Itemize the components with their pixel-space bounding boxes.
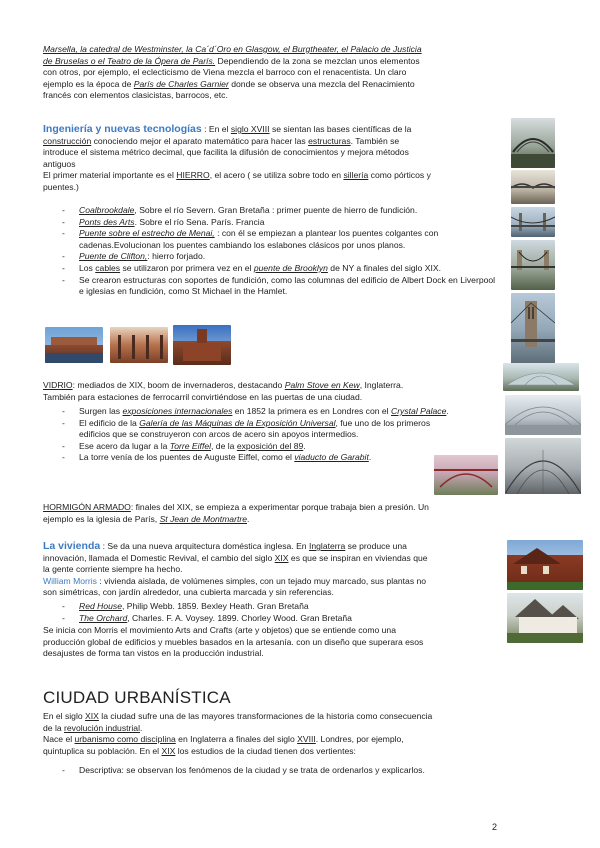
bridge-arch-icon: [511, 118, 555, 168]
photo-palm-house-kew: [503, 363, 579, 391]
link-crystal-palace[interactable]: Crystal Palace: [390, 406, 447, 416]
photo-red-house: [507, 540, 583, 590]
photo-clifton-bridge: [511, 240, 555, 290]
church-tower-icon: [173, 325, 231, 365]
brooklyn-bridge-icon: [511, 293, 555, 365]
suspension-bridge-icon: [511, 207, 555, 237]
section-title-ingenieria: Ingeniería y nuevas tecnologías: [43, 123, 202, 135]
link-siglo-xviii[interactable]: siglo XVIII: [230, 124, 270, 134]
link-hierro[interactable]: HIERRO: [176, 170, 210, 181]
link-estructuras[interactable]: estructuras: [308, 135, 351, 146]
vidrio-list: [43, 406, 463, 464]
link-ponts-des-arts[interactable]: Ponts des Arts: [79, 216, 135, 227]
link-garnier[interactable]: París de Charles Garnier: [133, 78, 229, 89]
link-xviii[interactable]: XVIII: [297, 734, 316, 745]
ingenieria-paragraph: Ingeniería y nuevas tecnologías : En el siglo XVIII se sientan las bases científicas de la construcción conociendo mejor el aparato matemático para hacer las estructuras. También se introduce el sistema métrico decimal, que facilita la difusión de conocimientos y mejora métodos antiguos El primer material importante es el HIERRO, el acero ( se utiliza sobre todo en sillería como pórticos y puentes.): [43, 123, 431, 192]
link-revolucion-industrial[interactable]: revolución industrial: [64, 722, 140, 733]
link-xix-estudios[interactable]: XIX: [161, 745, 176, 756]
link-xix[interactable]: XIX: [274, 552, 289, 563]
list-item: - Descriptiva: se observan los fenómenos de la ciudad y se trata de ordenarlos y explicarlos.: [43, 765, 503, 777]
list-item: - Surgen las exposiciones internacionales en 1852 la primera es en Londres con el Crystal Palace.: [43, 406, 463, 418]
ciudad-list: [43, 765, 503, 777]
link-clifton[interactable]: Puente de Clifton,: [79, 251, 148, 262]
photo-coalbrookdale-bridge: [511, 118, 555, 168]
link-hormigon[interactable]: HORMIGÓN ARMADO: [43, 502, 131, 512]
link-xix-ciudad[interactable]: XIX: [85, 711, 99, 721]
link-monuments[interactable]: Marsella, la catedral de Westminster, la Ca´d´Oro en Glasgow, el Burgtheater, el Palacio de Justicia: [43, 44, 422, 54]
arts-crafts-paragraph: Se inicia con Morris el movimiento Arts and Crafts (arte y objetos) que se entiende como una producción global de edificios y muebles basados en la artesanía. con un diseño que superara esos desajustes de forma tan vistos en la producción industrial.: [43, 625, 424, 659]
list-item: - The Orchard, Charles. F. A. Voysey. 1899. Chorley Wood. Gran Bretaña: [43, 613, 463, 625]
photo-galeria-maquinas: [505, 438, 581, 494]
dock-columns-icon: [110, 327, 168, 363]
section-title-vivienda: La vivienda: [43, 540, 101, 552]
link-urbanismo[interactable]: urbanismo como disciplina: [74, 734, 176, 745]
heading-ciudad-urbanistica: CIUDAD URBANÍSTICA: [43, 688, 231, 707]
vidrio-paragraph: VIDRIO: mediados de XIX, boom de invernaderos, destacando Palm Stove en Kew, Inglaterra. También para estaciones de ferrocarril convirtiéndose en las puertas de una ciudad.: [43, 380, 404, 402]
link-construccion[interactable]: construcción: [43, 135, 92, 146]
link-palm-stove[interactable]: Palm Stove en Kew: [284, 380, 360, 390]
link-inglaterra[interactable]: Inglaterra: [308, 541, 346, 551]
iron-hall-interior-icon: [505, 438, 581, 494]
photo-brooklyn-bridge: [511, 293, 555, 365]
list-item: - Red House, Philip Webb. 1859. Bexley Heath. Gran Bretaña: [43, 601, 463, 613]
glass-hall-icon: [505, 395, 581, 435]
hormigon-paragraph: HORMIGÓN ARMADO: finales del XIX, se empieza a experimentar porque trabaja bien a presión. Un ejemplo es la iglesia de París, St Jean de Montmartre.: [43, 502, 429, 524]
link-galeria-maquinas[interactable]: Galería de las Máquinas de la Exposición Universal: [139, 417, 336, 428]
link-torre-eiffel[interactable]: Torre Eiffel: [169, 440, 212, 451]
photo-crystal-palace: [505, 395, 581, 435]
photo-albert-dock-2: [110, 327, 168, 363]
link-garabit[interactable]: viaducto de Garabit: [294, 452, 369, 463]
link-bruselas-paris[interactable]: de Bruselas o el Teatro de la Ópera de París.: [43, 55, 216, 66]
list-item: - Coalbrookdale, Sobre el río Severn. Gran Bretaña : primer puente de hierro de fundición.: [43, 205, 498, 217]
link-vidrio[interactable]: VIDRIO: [43, 380, 73, 390]
list-item: - Puente de Clifton,: hierro forjado.: [43, 251, 498, 263]
photo-viaducto-garabit: [434, 455, 498, 495]
house-icon: [507, 593, 583, 643]
link-exposicion-89[interactable]: exposición del 89: [236, 440, 304, 451]
link-brooklyn[interactable]: puente de Brooklyn: [253, 262, 328, 273]
list-item: - Los cables se utilizaron por primera vez en el puente de Brooklyn de NY a finales del siglo XIX.: [43, 263, 498, 275]
link-the-orchard[interactable]: The Orchard: [79, 612, 128, 623]
photo-albert-dock-1: [45, 327, 103, 363]
intro-paragraph: Marsella, la catedral de Westminster, la Ca´d´Oro en Glasgow, el Burgtheater, el Palacio de Justicia de Bruselas o el Teatro de la Ópera de París. Dependiendo de la zona se mezclan unos elementos con otros, por ejemplo, el eclecticismo de Viena mezcla el barroco con el renacentista. Un claro ejemplo es la época de París de Charles Garnier donde se observa una mezcla del Renacimiento francés con elementos clasicistas, barrocos, etc.: [43, 44, 422, 101]
vivienda-paragraph: La vivienda : Se da una nueva arquitectura doméstica inglesa. En Inglaterra se produce una innovación, llamada el Domestic Revival, el cambio del siglo XIX es que se inspiran en viviendas que la gente corriente siempre ha hecho. William Morris : vivienda aislada, de volúmenes simples, con un tejado muy marcado, sus plantas no son simétricas, con jardín alrededor, una cubierta marcada y sin referencias.: [43, 540, 428, 598]
ciudad-paragraph: En el siglo XIX la ciudad sufre una de las mayores transformaciones de la historia como consecuencia de la revolución industrial. Nace el urbanismo como disciplina en Inglaterra a finales del siglo XVIII. Londres, por ejemplo, quintuplica su población. En el XIX los estudios de la ciudad tienen dos vertientes:: [43, 711, 433, 756]
link-red-house[interactable]: Red House: [79, 601, 122, 611]
link-st-jean[interactable]: St Jean de Montmartre: [159, 513, 247, 524]
vivienda-list: [43, 601, 463, 624]
dock-building-icon: [45, 327, 103, 363]
list-item: - La torre venía de los puentes de Auguste Eiffel, como el viaducto de Garabit.: [43, 452, 463, 464]
bridge-icon: [511, 170, 555, 204]
ingenieria-list: [43, 205, 498, 298]
link-exposiciones[interactable]: exposiciones internacionales: [122, 406, 233, 416]
suspension-bridge-icon: [511, 240, 555, 290]
link-silleria[interactable]: sillería: [343, 170, 369, 181]
house-icon: [507, 540, 583, 590]
list-item: - El edificio de la Galería de las Máquinas de la Exposición Universal, fue uno de los primeros edificios que se construyeron con arcos de acero sin apoyos intermedios.: [43, 418, 463, 441]
photo-ponts-des-arts: [511, 170, 555, 204]
list-item: - Ponts des Arts. Sobre el río Sena. París. Francia: [43, 217, 498, 229]
page-number: 2: [491, 822, 497, 832]
name-william-morris: William Morris: [43, 575, 97, 586]
list-item: - Se crearon estructuras con soportes de fundición, como las columnas del edificio de Albert Dock en Liverpool e iglesias en fundición, como St Michael in the Hamlet.: [43, 275, 498, 298]
list-item: - Puente sobre el estrecho de Menai, : con él se empiezan a plantear los puentes colgantes con cadenas.Evolucionan los puentes cambiando los eslabones clásicos por unos planos.: [43, 228, 498, 251]
link-menai[interactable]: Puente sobre el estrecho de Menai,: [79, 228, 215, 239]
photo-the-orchard: [507, 593, 583, 643]
photo-st-michael-church: [173, 325, 231, 365]
list-item: - Ese acero da lugar a la Torre Eiffel, de la exposición del 89.: [43, 441, 463, 453]
photo-menai-bridge: [511, 207, 555, 237]
link-coalbrookdale[interactable]: Coalbrookdale: [79, 205, 135, 215]
viaduct-icon: [434, 455, 498, 495]
greenhouse-icon: [503, 363, 579, 391]
link-cables[interactable]: cables: [95, 262, 121, 273]
